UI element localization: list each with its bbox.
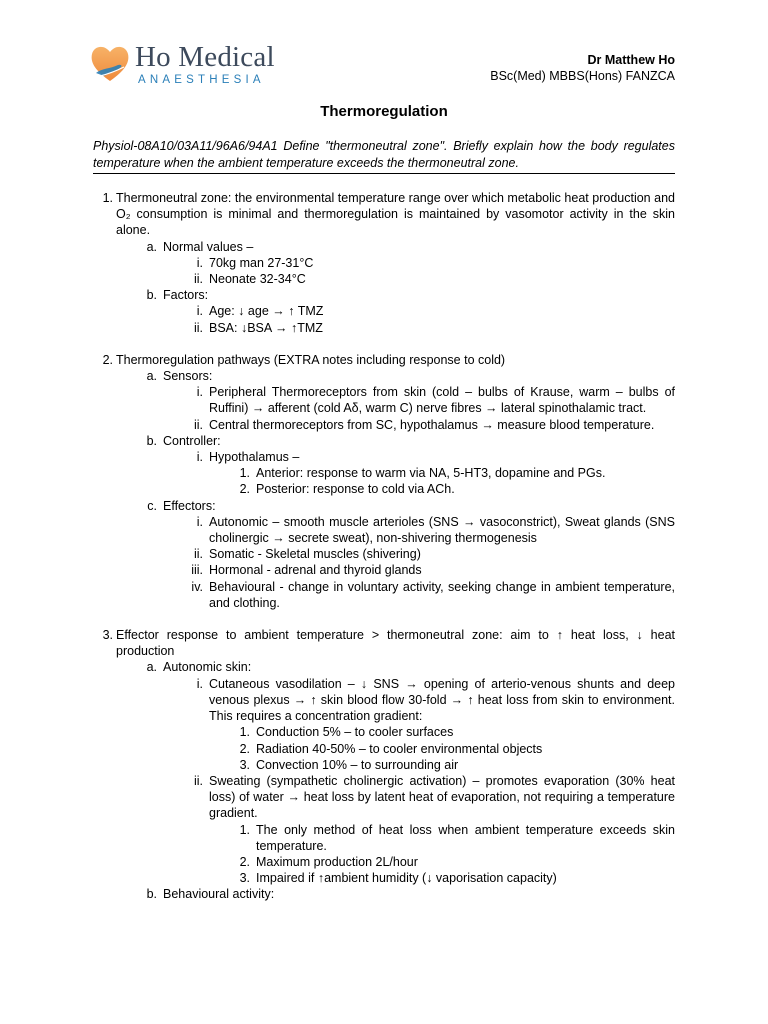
outline-item-number: b.: [146, 887, 157, 902]
outline-item-number: iv.: [191, 579, 203, 594]
outline-item: [93, 627, 675, 659]
section-spacer: [93, 611, 675, 627]
outline-item-number: a.: [146, 369, 157, 384]
logo-subtitle: ANAESTHESIA: [138, 74, 265, 86]
outline-item: [93, 757, 675, 773]
outline-item-number: 2.: [102, 352, 113, 367]
outline-item: [93, 190, 675, 239]
outline-item: [93, 368, 675, 384]
outline-item-text: Behavioural - change in voluntary activity, seeking change in ambient temperature, and clothing.: [209, 579, 675, 610]
outline-item: [93, 287, 675, 303]
outline-item: [93, 417, 675, 433]
heart-hand-logo-icon: [90, 43, 130, 85]
outline-item: [93, 579, 675, 611]
outline-item-number: 1.: [239, 466, 250, 481]
outline-item-number: i.: [196, 676, 203, 691]
logo-name: Ho Medical: [135, 41, 275, 73]
outline-item: [93, 854, 675, 870]
outline-item-text: Effectors:: [163, 498, 216, 513]
outline-item-number: i.: [196, 385, 203, 400]
outline-item: [93, 724, 675, 740]
outline-item-text: Radiation 40-50% – to cooler environmental objects: [256, 741, 543, 756]
outline-item-number: ii.: [193, 320, 203, 335]
outline-item-number: 2.: [239, 854, 250, 869]
outline-item-number: b.: [146, 288, 157, 303]
outline-item-text: Thermoneutral zone: the environmental temperature range over which metabolic heat production and O₂ consumption is minimal and thermoregulation is maintained by vasomotor activity in the skin alone.: [116, 191, 675, 238]
outline-item-text: Conduction 5% – to cooler surfaces: [256, 725, 454, 740]
outline-item-number: c.: [147, 498, 157, 513]
outline-item-text: BSA: ↓BSA → ↑TMZ: [209, 320, 323, 335]
outline-item: [93, 741, 675, 757]
outline-item: [93, 465, 675, 481]
outline-item-text: Cutaneous vasodilation – ↓ SNS → opening of arterio-venous shunts and deep venous plexus → ↑ skin blood flow 30-fold → ↑ heat loss from skin to environment. This requires a concentration gradient:: [209, 676, 675, 724]
outline-item-text: Thermoregulation pathways (EXTRA notes including response to cold): [116, 352, 506, 367]
outline-item-number: 1.: [102, 191, 113, 205]
outline-item-number: 3.: [239, 871, 250, 886]
outline-item-number: i.: [196, 255, 203, 270]
outline-item-number: i.: [196, 514, 203, 529]
outline-item-text: Autonomic – smooth muscle arterioles (SNS → vasoconstrict), Sweat glands (SNS cholinergic → secrete sweat), non-shivering thermogenesis: [209, 514, 675, 546]
outline-item: [93, 303, 675, 319]
outline-item: [93, 676, 675, 725]
outline-item-number: 3.: [239, 757, 250, 772]
outline-item-text: Normal values –: [163, 239, 254, 254]
outline-item-text: Sensors:: [163, 369, 213, 384]
outline-item: [93, 886, 675, 902]
logo: [90, 43, 310, 93]
outline-item-number: a.: [146, 660, 157, 675]
outline-item-text: Anterior: response to warm via NA, 5-HT3, dopamine and PGs.: [256, 466, 606, 481]
outline-item-text: Neonate 32-34°C: [209, 272, 306, 287]
outline-item-text: Autonomic skin:: [163, 660, 252, 675]
author-qualifications: BSc(Med) MBBS(Hons) FANZCA: [490, 69, 675, 83]
section-spacer: [93, 336, 675, 352]
outline-item-number: 1.: [239, 822, 250, 837]
outline-item-number: 2.: [239, 482, 250, 497]
outline-item-number: ii.: [193, 272, 203, 287]
outline-item-text: Sweating (sympathetic cholinergic activation) – promotes evaporation (30% heat loss) of water → heat loss by latent heat of evaporation, not requiring a temperature gradient.: [209, 773, 675, 821]
outline-item-text: Hormonal - adrenal and thyroid glands: [209, 563, 422, 578]
outline-item: [93, 481, 675, 497]
author-block: [490, 52, 675, 84]
outline-item: [93, 255, 675, 271]
outline-item-text: Central thermoreceptors from SC, hypothalamus → measure blood temperature.: [209, 417, 655, 432]
outline-item-number: ii.: [193, 773, 203, 788]
outline-item: [93, 352, 675, 368]
outline-item-text: Posterior: response to cold via ACh.: [256, 482, 455, 497]
outline-item-text: Peripheral Thermoreceptors from skin (cold – bulbs of Krause, warm – bulbs of Ruffini) → afferent (cold Aδ, warm C) nerve fibres → lateral spinothalamic tract.: [209, 385, 675, 416]
author-name: Dr Matthew Ho: [587, 53, 675, 67]
outline-item-text: Impaired if ↑ambient humidity (↓ vaporisation capacity): [256, 871, 557, 886]
outline-item-number: i.: [196, 304, 203, 319]
outline-item-text: The only method of heat loss when ambient temperature exceeds skin temperature.: [256, 822, 675, 853]
outline-item-number: a.: [146, 239, 157, 254]
outline-item-text: Somatic - Skeletal muscles (shivering): [209, 547, 421, 562]
outline-item: [93, 271, 675, 287]
outline-item-text: Controller:: [163, 433, 221, 448]
outline-item-text: Effector response to ambient temperature > thermoneutral zone: aim to ↑ heat loss, ↓ heat production: [116, 628, 675, 659]
outline-item-number: b.: [146, 433, 157, 448]
outline-item: [93, 433, 675, 449]
outline-item: [93, 870, 675, 886]
outline-item: [93, 384, 675, 416]
exam-question: Physiol-08A10/03A11/96A6/94A1 Define "thermoneutral zone". Briefly explain how the body regulates temperature when the ambient temperature exceeds the thermoneutral zone.: [93, 139, 675, 170]
document-title: Thermoregulation: [320, 103, 448, 120]
outline-item-number: i.: [196, 450, 203, 465]
outline-item-number: 2.: [239, 741, 250, 756]
outline-item-number: 3.: [102, 628, 113, 643]
outline-item: [93, 498, 675, 514]
divider-line: [93, 173, 675, 174]
outline-item-number: 1.: [239, 725, 250, 740]
outline-item: [93, 659, 675, 675]
outline-item-number: iii.: [191, 563, 203, 578]
outline-item-text: Convection 10% – to surrounding air: [256, 757, 459, 772]
outline-item: [93, 514, 675, 546]
outline-item-text: Behavioural activity:: [163, 887, 275, 902]
outline-item: [93, 239, 675, 255]
outline-item: [93, 546, 675, 562]
outline-item-text: Maximum production 2L/hour: [256, 854, 418, 869]
outline-item-text: Factors:: [163, 288, 209, 303]
outline-item: [93, 562, 675, 578]
outline-item: [93, 822, 675, 854]
outline-item: [93, 449, 675, 465]
outline-item: [93, 773, 675, 822]
outline-item-text: 70kg man 27-31°C: [209, 255, 314, 270]
outline-item-text: Age: ↓ age → ↑ TMZ: [209, 304, 324, 319]
outline-item-number: ii.: [193, 417, 203, 432]
outline-body: [93, 190, 675, 903]
outline-item-number: ii.: [193, 547, 203, 562]
outline-item: [93, 320, 675, 336]
outline-item-text: Hypothalamus –: [209, 450, 300, 465]
